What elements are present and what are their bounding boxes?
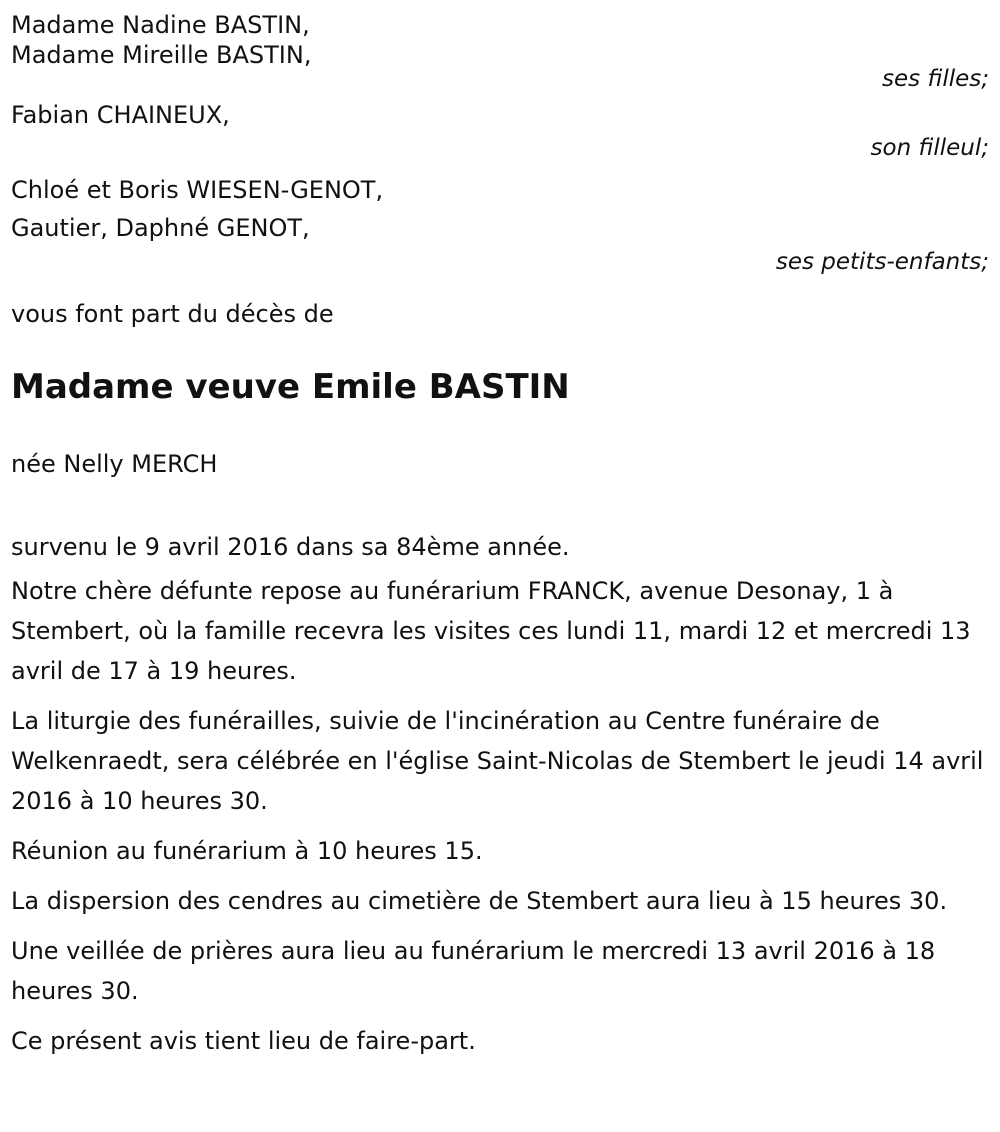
paragraph-funeral-service: La liturgie des funérailles, suivie de l'incinération au Centre funéraire de Welkenraedt, sera célébrée en l'église Saint-Nicolas de Stembert le jeudi 14 avril 2016 à 10 heures 30.	[11, 707, 984, 815]
family-role-label: son filleul;	[870, 135, 989, 161]
paragraph-closing: Ce présent avis tient lieu de faire-part.	[11, 1027, 476, 1055]
family-group-godson	[11, 100, 989, 163]
family-role-label: ses filles;	[882, 66, 989, 92]
paragraph-visitation: Notre chère défunte repose au funérarium FRANCK, avenue Desonay, 1 à Stembert, où la famille recevra les visites ces lundi 11, mardi 12 et mercredi 13 avril de 17 à 19 heures.	[11, 577, 971, 685]
family-member-name: Gautier, Daphné GENOT,	[11, 214, 310, 242]
family-group-daughters	[11, 0, 989, 94]
family-member-name: Madame Mireille BASTIN,	[11, 41, 312, 69]
obituary-notice	[11, 0, 989, 1061]
family-member-name: Fabian CHAINEUX,	[11, 101, 230, 129]
paragraph-ash-scattering: La dispersion des cendres au cimetière de Stembert aura lieu à 15 heures 30.	[11, 887, 948, 915]
paragraph-prayer-vigil: Une veillée de prières aura lieu au funérarium le mercredi 13 avril 2016 à 18 heures 30.	[11, 937, 936, 1005]
deceased-name: Madame veuve Emile BASTIN	[11, 367, 570, 407]
maiden-name: née Nelly MERCH	[11, 450, 218, 478]
paragraph-death-date: survenu le 9 avril 2016 dans sa 84ème année.	[11, 533, 570, 561]
announcement-intro: vous font part du décès de	[11, 300, 334, 328]
family-role-label: ses petits-enfants;	[775, 249, 989, 275]
family-member-name: Chloé et Boris WIESEN-GENOT,	[11, 176, 384, 204]
paragraph-gathering: Réunion au funérarium à 10 heures 15.	[11, 837, 483, 865]
family-member-name: Madame Nadine BASTIN,	[11, 11, 310, 39]
family-group-grandchildren	[11, 175, 989, 277]
